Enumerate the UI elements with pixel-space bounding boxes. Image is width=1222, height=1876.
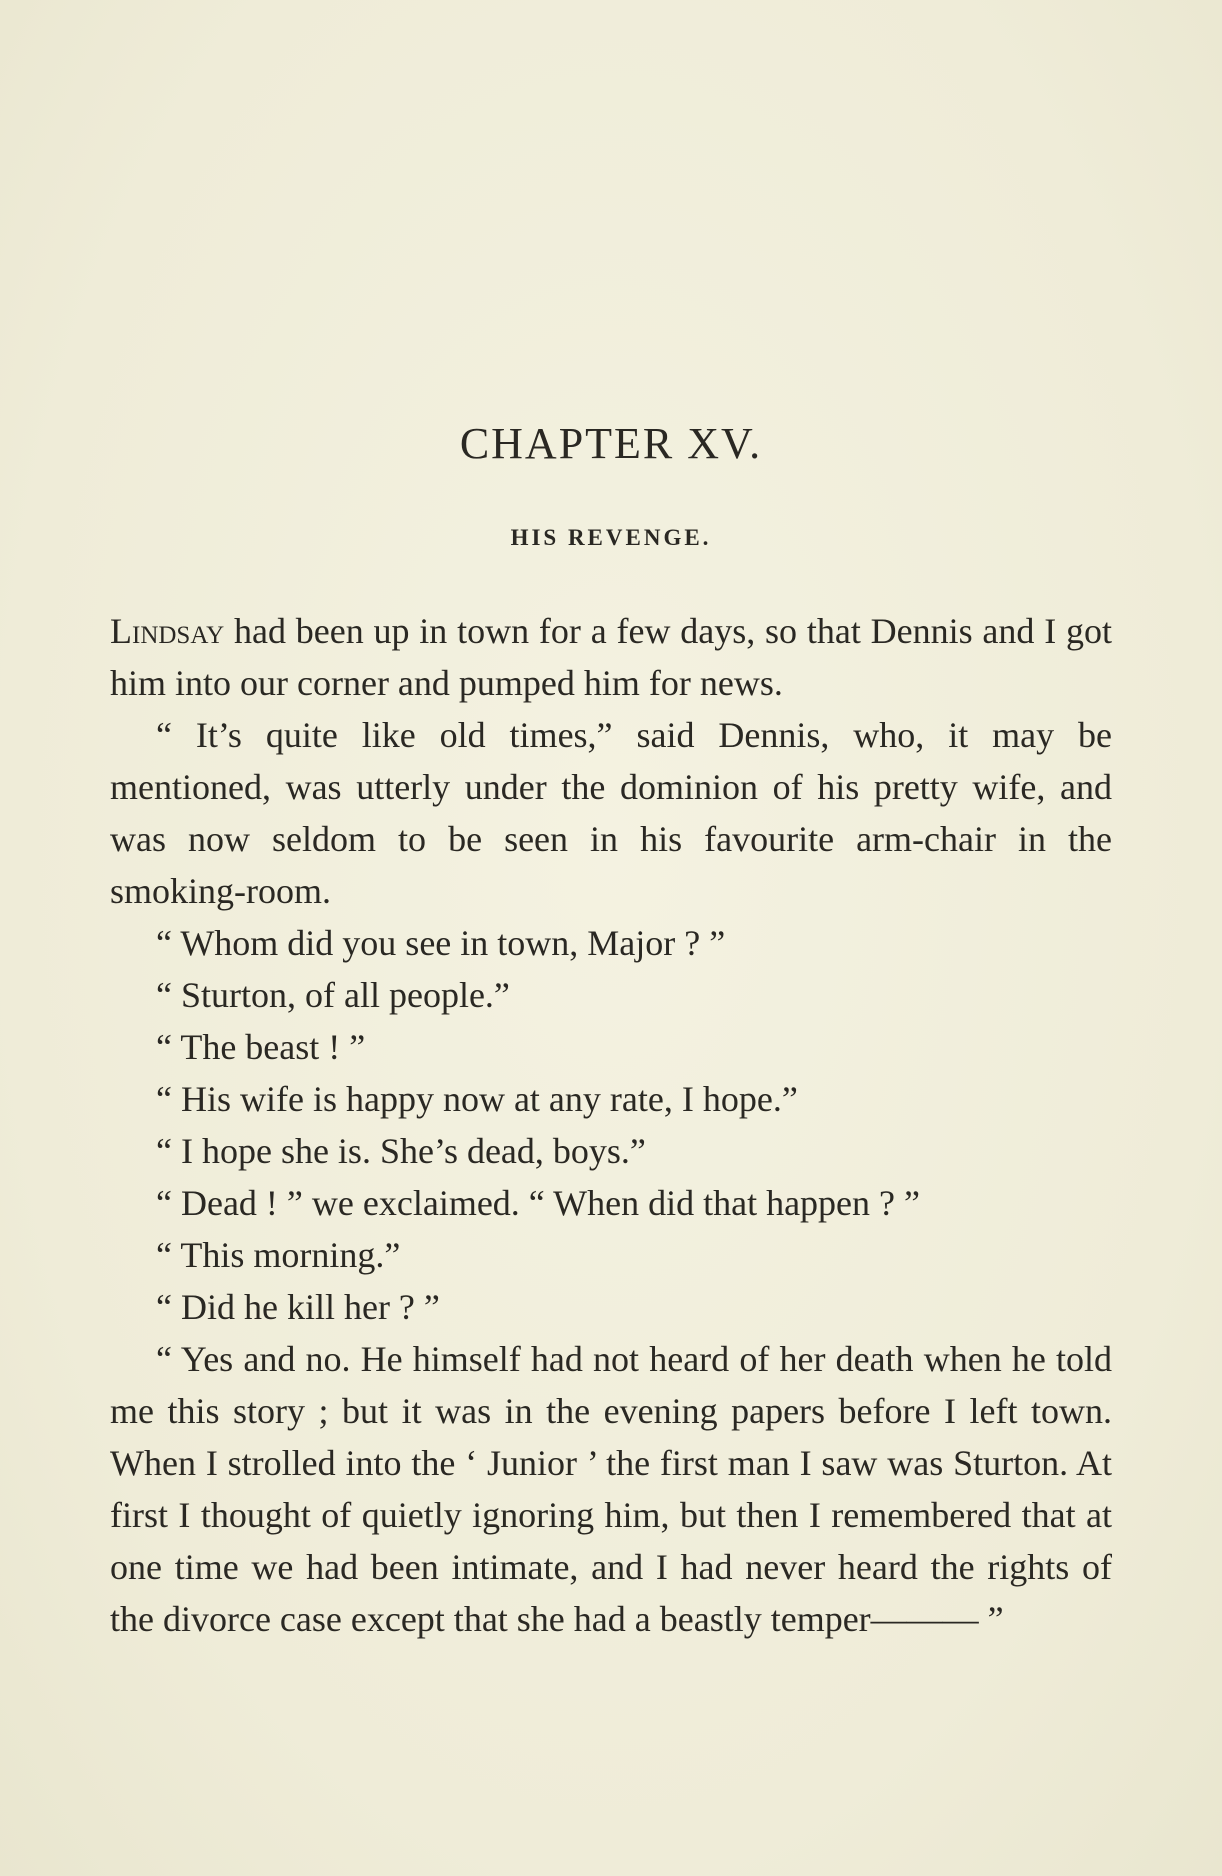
paragraph: “ Did he kill her ? ” xyxy=(156,1287,440,1327)
paragraph xyxy=(110,605,1112,709)
paragraph: “ I hope she is. She’s dead, boys.” xyxy=(156,1131,646,1171)
paragraph: “ Yes and no. He himself had not heard of her death when he told me this story ; but it was in the evening papers before I left town. When I strolled into the ‘ Junior ’ the first man I saw was Sturton. At first I thought of quietly ignoring him, but then I remembered that at one time we had been intimate, and I had never heard the rights of the divorce case except that she had a beastly temper——— ” xyxy=(110,1339,1112,1639)
paragraph: “ The beast ! ” xyxy=(156,1027,366,1067)
body-text xyxy=(110,605,1112,1645)
paragraph: “ Sturton, of all people.” xyxy=(156,975,510,1015)
chapter-title: CHAPTER XV. xyxy=(459,419,763,468)
chapter-subtitle: HIS REVENGE. xyxy=(510,525,712,550)
paragraph: “ His wife is happy now at any rate, I hope.” xyxy=(156,1079,798,1119)
paragraph-lead-word: Lindsay xyxy=(110,611,225,651)
paragraph: “ This morning.” xyxy=(156,1235,401,1275)
paragraph: “ It’s quite like old times,” said Dennis, who, it may be mentioned, was utterly under the dominion of his pretty wife, and was now seldom to be seen in his favourite arm-chair in the smoking-room. xyxy=(110,715,1112,911)
paragraph: “ Whom did you see in town, Major ? ” xyxy=(156,923,726,963)
paragraph: “ Dead ! ” we exclaimed. “ When did that happen ? ” xyxy=(156,1183,920,1223)
paragraph-text: had been up in town for a few days, so that Dennis and I got him into our corner and pumped him for news. xyxy=(110,611,1112,703)
